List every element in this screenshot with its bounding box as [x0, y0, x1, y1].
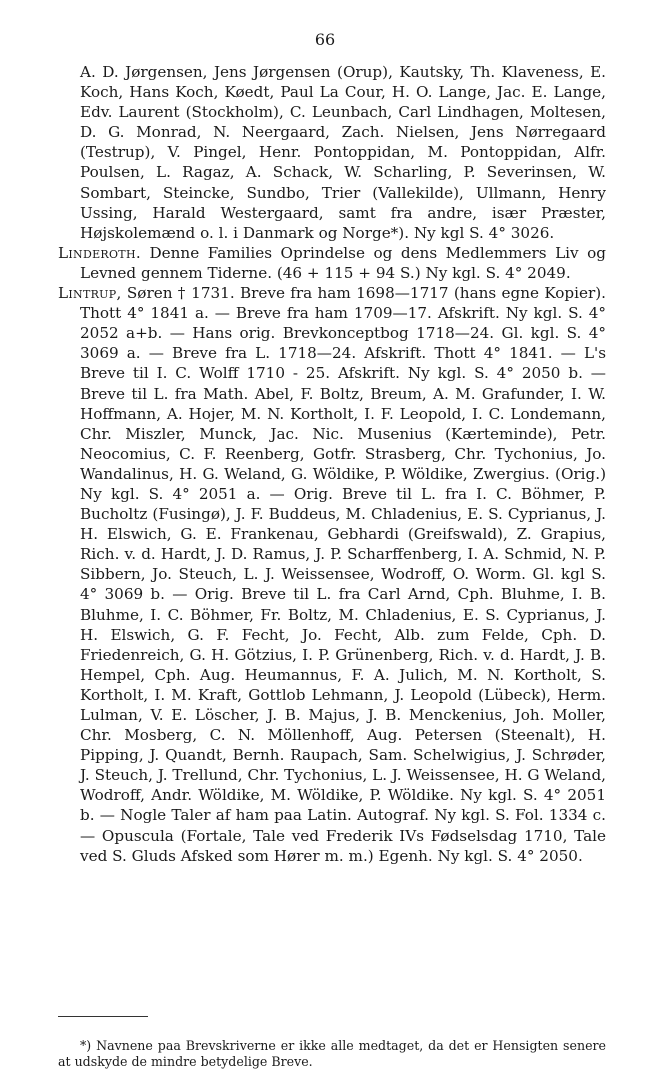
entry-lintrup: [58, 283, 606, 866]
entry-linderoth: [58, 243, 606, 283]
entry-heading: Lintrup,: [58, 284, 122, 303]
page-number: 66: [314, 30, 336, 49]
entry-heading: Linderoth.: [58, 243, 141, 262]
entry-text: A. D. Jørgensen, Jens Jørgensen (Orup), Kautsky, Th. Klaveness, E. Koch, Hans Koch, Køedt, Paul La Cour, H. O. Lange, Jac. E. Lange, Edv. Laurent (Stockholm), C. Leunbach, Carl Lindhagen, Moltesen, D. G. Monrad, N. Neergaard, Zach. Nielsen, Jens Nørregaard (Testrup), V. Pingel, Henr. Pontoppidan, M. Pontoppidan, Alfr. Poulsen, L. Ragaz, A. Schack, W. Scharling, P. Severinsen, W. Sombart, Steincke, Sundbo, Trier (Vallekilde), Ullmann, Henry Ussing, Harald Westergaard, samt fra andre, især Præster, Højskolemænd o. l. i Danmark og Norge*). Ny kgl S. 4° 3026.: [80, 63, 606, 242]
footnote-divider: [58, 1016, 148, 1017]
entry-text: Søren † 1731. Breve fra ham 1698—1717 (hans egne Kopier). Thott 4° 1841 a. — Breve fra ham 1709—17. Afskrift. Ny kgl. S. 4° 2052 a+b. — Hans orig. Brevkonceptbog 1718—24. Gl. kgl. S. 4° 3069 a. — Breve fra L. 1718—24. Afskrift. Thott 4° 1841. — L's Breve til I. C. Wolff 1710 - 25. Afskrift. Ny kgl. S. 4° 2050 b. — Breve til L. fra Math. Abel, F. Boltz, Breum, A. M. Grafunder, I. W. Hoffmann, A. Hojer, M. N. Kortholt, I. F. Leopold, I. C. Londemann, Chr. Miszler, Munck, Jac. Nic. Musenius (Kærteminde), Petr. Neocomius, C. F. Reenberg, Gotfr. Strasberg, Chr. Tychonius, Jo. Wandalinus, H. G. Weland, G. Wöldike, P. Wöldike, Zwergius. (Orig.) Ny kgl. S. 4° 2051 a. — Orig. Breve til L. fra I. C. Böhmer, P. Bucholtz (Fusingø), J. F. Buddeus, M. Chladenius, E. S. Cyprianus, J. H. Elswich, G. E. Frankenau, Gebhardi (Greifswald), Z. Grapius, Rich. v. d. Hardt, J. D. Ramus, J. P. Scharffenberg, I. A. Schmid, N. P. Sibbern, Jo. Steuch, L. J. Weissensee, Wodroff, O. Worm. Gl. kgl S. 4° 3069 b. — Orig. Breve til L. fra Carl Arnd, Cph. Bluhme, I. B. Bluhme, I. C. Böhmer, Fr. Boltz, M. Chladenius, E. S. Cyprianus, J. H. Elswich, G. F. Fecht, Jo. Fecht, Alb. zum Felde, Cph. D. Friedenreich, G. H. Götzius, I. P. Grünenberg, Rich. v. d. Hardt, J. B. Hempel, Cph. Aug. Heumannus, F. A. Julich, M. N. Kortholt, S. Kortholt, I. M. Kraft, Gottlob Lehmann, J. Leopold (Lübeck), Herm. Lulman, V. E. Löscher, J. B. Majus, J. B. Menckenius, Joh. Moller, Chr. Mosberg, C. N. Möllenhoff, Aug. Petersen (Steenalt), H. Pipping, J. Quandt, Bernh. Raupach, Sam. Schelwigius, J. Schrøder, J. Steuch, J. Trellund, Chr. Tychonius, L. J. Weissensee, H. G Weland, Wodroff, Andr. Wöldike, M. Wöldike, P. Wöldike. Ny kgl. S. 4° 2051 b. — Nogle Taler af ham paa Latin. Autograf. Ny kgl. S. Fol. 1334 c. — Opuscula (Fortale, Tale ved Frederik IVs Fødselsdag 1710, Tale ved S. Gluds Afsked som Hører m. m.) Egenh. Ny kgl. S. 4° 2050.: [80, 284, 606, 865]
catalog-text: [58, 62, 606, 866]
entry-text: Denne Families Oprindelse og dens Medlemmers Liv og Levned gennem Tiderne. (46 + 115 + 94 S.) Ny kgl. S. 4° 2049.: [80, 243, 606, 282]
footnote: *) Navnene paa Brevskriverne er ikke alle medtaget, da det er Hensigten senere at udskyde de mindre betydelige Breve.: [58, 1037, 606, 1069]
entry-continuation: [58, 62, 606, 243]
